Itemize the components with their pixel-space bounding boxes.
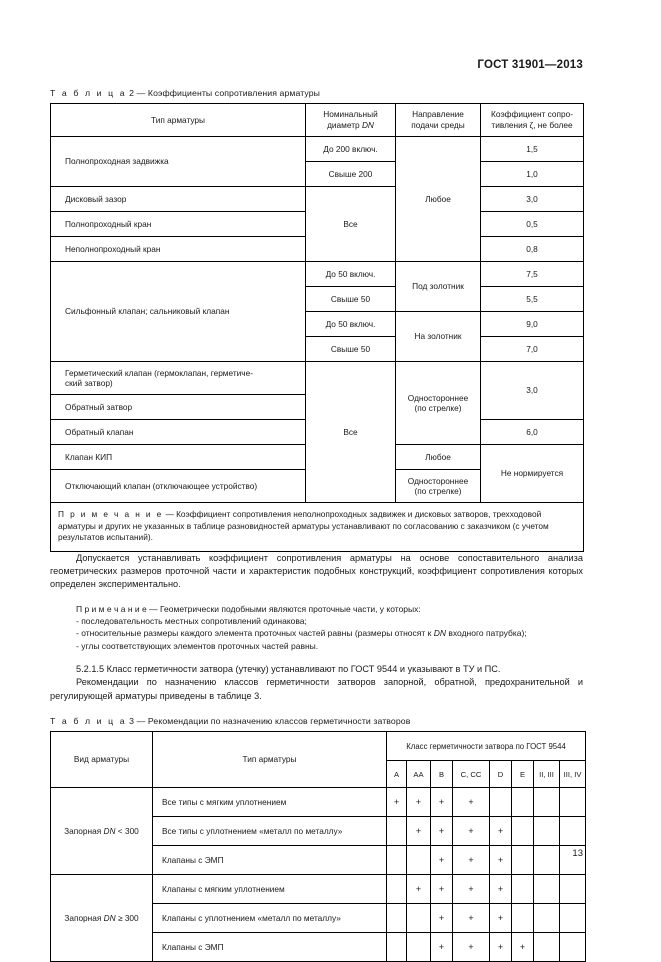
table-row: [51, 788, 586, 817]
table2-cell-direction: [396, 362, 481, 445]
table3-mark: [534, 817, 560, 846]
table3-mark: +: [490, 875, 512, 904]
table3-col-kind: Вид арматуры: [51, 732, 153, 788]
page-content: [50, 88, 583, 962]
table2-cell-direction-l1: Одностороннее: [407, 475, 469, 486]
note2-text: — Геометрически подобными являются проточные части, у которых:: [149, 603, 421, 614]
table2-cell-type-l1: Герметический клапан (гермоклапан, герметиче-: [65, 367, 253, 378]
table2-cell-coefficient: Не нормируется: [481, 445, 584, 503]
table3-cell-type: Клапаны с ЭМП: [153, 933, 387, 962]
table3-caption-number: 3: [129, 716, 135, 726]
table2-cell-type: Полнопроходный кран: [51, 212, 306, 237]
table-row: [51, 362, 584, 395]
table3-caption-prefix: Т а б л и ц а: [50, 716, 127, 726]
table2-cell-coefficient: 0,5: [481, 212, 584, 237]
table2-cell-dn: Свыше 50: [306, 337, 396, 362]
table3-mark: [512, 788, 534, 817]
table3-mark: [512, 875, 534, 904]
table3-mark: [560, 788, 586, 817]
table3-mark: [387, 875, 407, 904]
clause-line: [50, 663, 583, 676]
table3-mark: [387, 846, 407, 875]
table2-cell-type: Дисковый зазор: [51, 187, 306, 212]
table2-col-dn-l2: диаметр: [327, 120, 360, 131]
table2-cell-dn: Свыше 50: [306, 287, 396, 312]
table3-mark: +: [453, 933, 490, 962]
table2-cell-direction: На золотник: [396, 312, 481, 362]
table2-cell-dn: Все: [306, 187, 396, 262]
table2-cell-dn: До 50 включ.: [306, 312, 396, 337]
note2-line: [50, 603, 583, 615]
table2-cell-dn: До 50 включ.: [306, 262, 396, 287]
table3-kind-dn: DN: [103, 912, 116, 923]
table3-caption-text: — Рекомендации по назначению классов герметичности затворов: [136, 716, 411, 726]
table2-caption-number: 2: [129, 88, 135, 98]
table3-mark: [407, 933, 431, 962]
table3-mark: [407, 846, 431, 875]
table2-col-dn-l1: Номинальный: [323, 109, 378, 119]
table3-mark: +: [453, 788, 490, 817]
table2-cell-coefficient: 5,5: [481, 287, 584, 312]
table3-mark: [560, 875, 586, 904]
table2-cell-dn: Свыше 200: [306, 162, 396, 187]
table2-cell-type: Обратный затвор: [51, 395, 306, 420]
table3-mark: +: [453, 817, 490, 846]
table2-cell-coefficient: 3,0: [481, 362, 584, 420]
table2-cell-type: Клапан КИП: [51, 445, 306, 470]
table2-cell-dn: До 200 включ.: [306, 137, 396, 162]
table3-mark: [407, 904, 431, 933]
table3-class-ii-iii: II, III: [534, 761, 560, 788]
table3-cell-type: Клапаны с уплотнением «металл по металлу»: [153, 904, 387, 933]
table2-col-coefficient-l2: тивления ζ, не более: [491, 120, 573, 131]
note2-bullet-2: [50, 627, 583, 639]
table3-kind-a: Запорная: [64, 825, 104, 836]
table3-col-group: Класс герметичности затвора по ГОСТ 9544: [387, 732, 586, 761]
table2-note: [51, 503, 584, 551]
table3-mark: +: [453, 875, 490, 904]
table3-mark: [534, 875, 560, 904]
table3-mark: +: [512, 933, 534, 962]
table3: [50, 731, 586, 962]
table2-cell-direction: Любое: [396, 137, 481, 262]
table3-class-aa: AA: [407, 761, 431, 788]
note2-bullet-3: - углы соответствующих элементов проточных частей равны.: [76, 640, 319, 651]
table3-mark: [534, 904, 560, 933]
table3-mark: [512, 817, 534, 846]
table3-mark: [534, 788, 560, 817]
clause-5-2-1-5: [50, 663, 583, 703]
note2-bullet-2b: входного патрубка);: [446, 628, 527, 639]
table3-mark: +: [387, 788, 407, 817]
table2-caption: [50, 88, 583, 98]
table3-mark: +: [407, 875, 431, 904]
table3-mark: +: [407, 788, 431, 817]
table3-mark: [387, 933, 407, 962]
note2-bullet-1: - последовательность местных сопротивлений одинакова;: [76, 616, 307, 627]
table2-col-type: Тип арматуры: [51, 104, 306, 137]
table2-col-direction: [396, 104, 481, 137]
table3-mark: +: [407, 817, 431, 846]
table2-caption-text: — Коэффициенты сопротивления арматуры: [136, 88, 321, 98]
table3-mark: +: [490, 904, 512, 933]
table3-mark: +: [431, 904, 453, 933]
table3-mark: [560, 933, 586, 962]
table2-cell-coefficient: 1,0: [481, 162, 584, 187]
table3-mark: [387, 904, 407, 933]
table3-mark: [534, 933, 560, 962]
table3-mark: [560, 817, 586, 846]
table2-cell-direction-l2: (по стрелке): [414, 486, 462, 497]
table2-cell-type: Обратный клапан: [51, 420, 306, 445]
table3-mark: +: [431, 875, 453, 904]
table3-mark: +: [490, 933, 512, 962]
table2-header-row: [51, 104, 584, 137]
table3-col-type: Тип арматуры: [153, 732, 387, 788]
table2-col-direction-l1: Направление: [412, 109, 464, 119]
table3-mark: +: [431, 933, 453, 962]
table2-note-text: — Коэффициент сопротивления неполнопроходных задвижек и дисковых затворов, трехходовой арматуры и других не указанных в таблице разновидностей арматуры устанавливают по согласованию с заказчиком (с учетом результатов испытаний).: [58, 509, 549, 543]
table3-cell-type: Клапаны с ЭМП: [153, 846, 387, 875]
table2-cell-coefficient: 1,5: [481, 137, 584, 162]
table2-cell-coefficient: 7,5: [481, 262, 584, 287]
table3-cell-kind: [51, 875, 153, 962]
table2-caption-prefix: Т а б л и ц а: [50, 88, 127, 98]
table2-note-lead: П р и м е ч а н и е: [58, 509, 164, 520]
table2-cell-coefficient: 6,0: [481, 420, 584, 445]
table2-cell-direction: Под золотник: [396, 262, 481, 312]
table3-header-row-top: [51, 732, 586, 761]
clause-number: 5.2.1.5: [76, 663, 105, 674]
table3-cell-type: Клапаны с мягким уплотнением: [153, 875, 387, 904]
table3-kind-b: < 300: [115, 825, 139, 836]
note-geometric-similarity: [50, 603, 583, 652]
clause-text: Класс герметичности затвора (утечку) устанавливают по ГОСТ 9544 и указывают в ТУ и ПС.: [106, 663, 501, 674]
table3-class-d: D: [490, 761, 512, 788]
table3-mark: [534, 846, 560, 875]
table3-kind-a: Запорная: [64, 912, 104, 923]
table3-mark: +: [453, 846, 490, 875]
table2-cell-direction-l1: Одностороннее: [407, 392, 469, 403]
table3-mark: +: [431, 817, 453, 846]
table3-cell-type: Все типы с уплотнением «металл по металлу»: [153, 817, 387, 846]
table3-mark: [512, 846, 534, 875]
table2-col-dn: [306, 104, 396, 137]
note2-bullet-2-dn: DN: [433, 628, 446, 639]
page-number: 13: [572, 848, 583, 859]
table2-cell-coefficient: 0,8: [481, 237, 584, 262]
table3-class-c-cc: C, CC: [453, 761, 490, 788]
table-row: [51, 187, 584, 212]
table2-cell-type: Полнопроходная задвижка: [51, 137, 306, 187]
table2-cell-coefficient: 3,0: [481, 187, 584, 212]
table2-cell-direction: [396, 470, 481, 503]
table3-mark: +: [490, 846, 512, 875]
table3-mark: [387, 817, 407, 846]
table2-cell-direction-l2: (по стрелке): [414, 403, 462, 414]
table3-class-a: A: [387, 761, 407, 788]
table2-cell-coefficient: 7,0: [481, 337, 584, 362]
table3-class-b: B: [431, 761, 453, 788]
table3-mark: +: [431, 846, 453, 875]
note2-lead: П р и м е ч а н и е: [76, 603, 147, 614]
table-row: [51, 137, 584, 162]
paragraph-allowance: Допускается устанавливать коэффициент сопротивления арматуры на основе сопоставительного анализа геометрических размеров проточной части и характеристик подобных конструкций, коэффициент сопротивления которых определен экспериментально.: [50, 552, 583, 590]
table2-cell-type-l2: ский затвор): [65, 378, 113, 389]
table2-col-dn-it: DN: [361, 120, 374, 131]
table2-note-row: [51, 503, 584, 551]
table3-class-iii-iv: III, IV: [560, 761, 586, 788]
table3-mark: [490, 788, 512, 817]
table-row: [51, 875, 586, 904]
table3-mark: +: [490, 817, 512, 846]
table-row: [51, 262, 584, 287]
standard-header: ГОСТ 31901—2013: [477, 59, 583, 71]
table2-cell-direction: Любое: [396, 445, 481, 470]
table3-kind-b: ≥ 300: [115, 912, 139, 923]
table3-mark: [512, 904, 534, 933]
table3-cell-type: Все типы с мягким уплотнением: [153, 788, 387, 817]
table2-cell-type: Неполнопроходный кран: [51, 237, 306, 262]
table2-cell-dn: Все: [306, 362, 396, 503]
table2-cell-type: Отключающий клапан (отключающее устройство): [51, 470, 306, 503]
table3-cell-kind: [51, 788, 153, 875]
table2-cell-type: [51, 362, 306, 395]
table2-col-coefficient-l1: Коэффициент сопро-: [491, 109, 573, 119]
table3-class-e: E: [512, 761, 534, 788]
table2-cell-coefficient: 9,0: [481, 312, 584, 337]
note2-bullet-2a: - относительные размеры каждого элемента проточных частей равны (размеры относят к: [76, 628, 434, 639]
table2-cell-type: Сильфонный клапан; сальниковый клапан: [51, 262, 306, 362]
table3-mark: +: [431, 788, 453, 817]
paragraph-recommendations: Рекомендации по назначению классов герметичности затворов запорной, обратной, предохранительной и регулирующей арматуры приведены в таблице 3.: [50, 677, 583, 701]
table3-kind-dn: DN: [103, 825, 116, 836]
table2-col-direction-l2: подачи среды: [411, 120, 465, 131]
table3-mark: +: [453, 904, 490, 933]
table2: [50, 103, 584, 552]
table2-col-coefficient: [481, 104, 584, 137]
table3-caption: [50, 716, 583, 726]
table3-mark: [560, 904, 586, 933]
